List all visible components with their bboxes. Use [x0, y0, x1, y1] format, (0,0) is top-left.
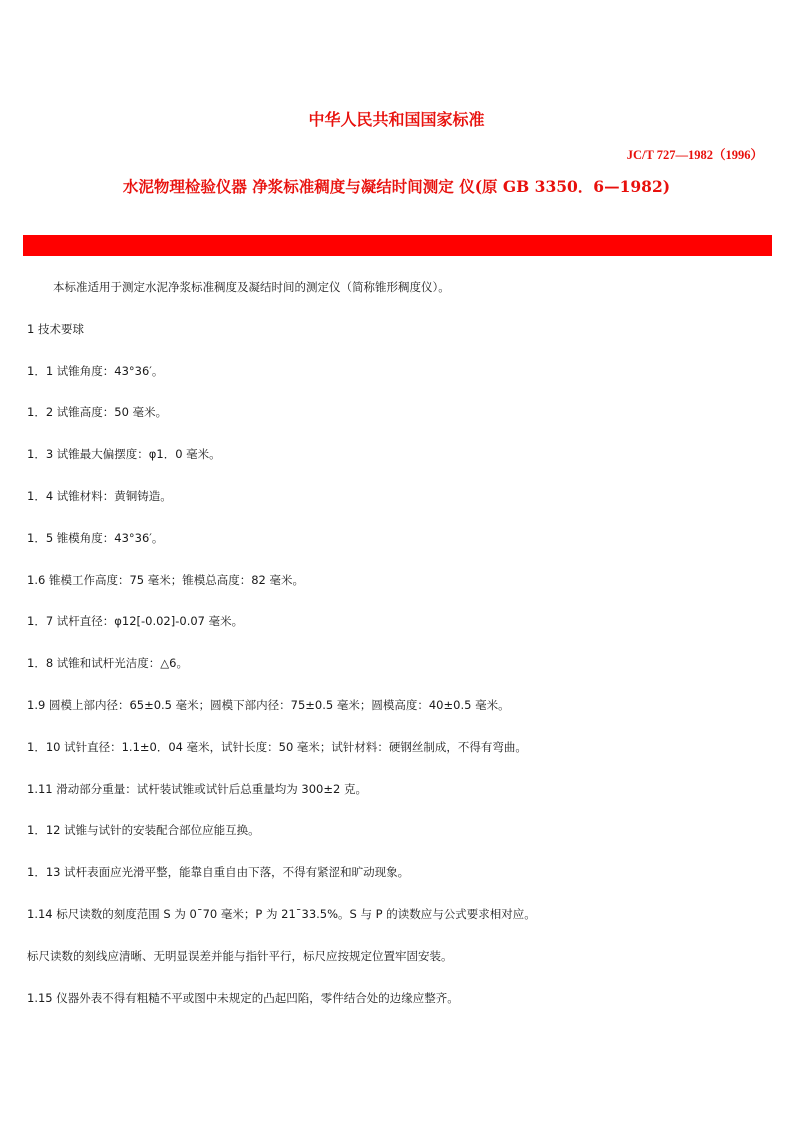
clause-1-15: 1.15 仪器外表不得有粗糙不平或图中未规定的凸起凹陷，零件结合处的边缘应整齐。 [27, 990, 459, 1005]
document-title: 中华人民共和国国家标准 [308, 110, 485, 129]
clause-1-10: 1．10 试针直径：1.1±0．04 毫米，试针长度：50 毫米；试针材料：硬钢丝制成，不得有弯曲。 [27, 739, 527, 754]
clause-1-5: 1．5 锥模角度：43°36′。 [27, 530, 164, 545]
clause-1-8: 1．8 试锥和试杆光洁度：△6。 [27, 656, 188, 671]
header-divider-bar [23, 235, 772, 256]
standard-code: JC/T 727—1982（1996） [626, 148, 763, 162]
clause-1-12: 1．12 试锥与试针的安装配合部位应能互换。 [27, 823, 260, 838]
clause-1-3: 1．3 试锥最大偏摆度：φ1．0 毫米。 [27, 447, 221, 462]
clause-1-2: 1．2 试锥高度：50 毫米。 [27, 405, 168, 420]
clause-1-14-continued: 标尺读数的刻线应清晰、无明显误差并能与指针平行，标尺应按规定位置牢固安装。 [27, 948, 453, 963]
clause-1-7: 1．7 试杆直径：φ12[-0.02]-0.07 毫米。 [27, 614, 244, 629]
clause-1-13: 1．13 试杆表面应光滑平整，能靠自重自由下落，不得有紧涩和旷动现象。 [27, 865, 410, 880]
clause-1-9: 1.9 圆模上部内径：65±0.5 毫米；圆模下部内径：75±0.5 毫米；圆模高度：40±0.5 毫米。 [27, 697, 510, 712]
document-body [27, 279, 767, 1031]
clause-1-14: 1.14 标尺读数的刻度范围 S 为 0¯70 毫米；P 为 21¯33.5%。S 与 P 的读数应与公式要求相对应。 [27, 906, 536, 921]
clause-1-6: 1.6 锥模工作高度：75 毫米；锥模总高度：82 毫米。 [27, 572, 305, 587]
section-heading-technical-requirements: 1 技术要球 [27, 321, 84, 336]
intro-paragraph: 本标准适用于测定水泥净浆标准稠度及凝结时间的测定仪（简称锥形稠度仪）。 [53, 280, 450, 294]
clause-1-4: 1．4 试锥材料：黄铜铸造。 [27, 488, 172, 503]
document-subtitle: 水泥物理检验仪器 净浆标准稠度与凝结时间测定 仪(原 GB 3350．6—1982) [122, 177, 671, 196]
clause-1-1: 1．1 试锥角度：43°36′。 [27, 363, 164, 378]
clause-1-11: 1.11 滑动部分重量：试杆装试锥或试针后总重量均为 300±2 克。 [27, 781, 367, 796]
